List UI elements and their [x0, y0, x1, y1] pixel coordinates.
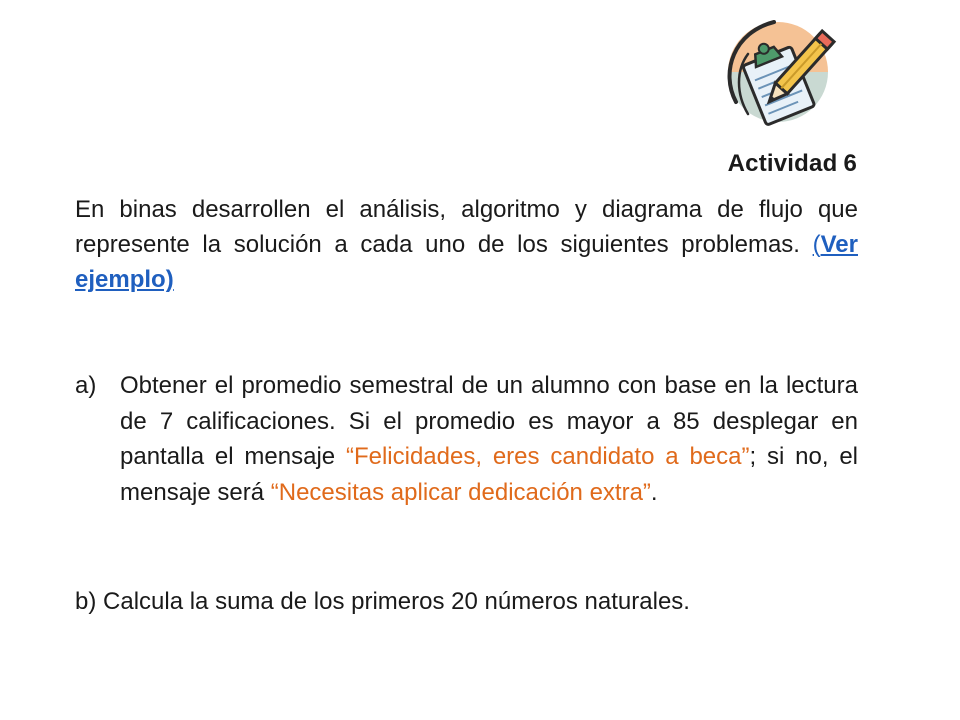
- problem-a-quote-2: “Necesitas aplicar dedicación extra”: [270, 478, 651, 506]
- problem-a-text: [120, 368, 858, 510]
- example-link[interactable]: Ver ejemplo): [75, 231, 858, 293]
- activity-number: 6: [843, 150, 857, 177]
- example-link-open-paren: (: [812, 231, 821, 258]
- problem-a-marker: a): [75, 372, 97, 399]
- problem-a-text-1: Obtener el promedio semestral de un alumno con base en la lectura de 7 calificaciones. Si el promedio es mayor a 85 desplegar en pantalla el mensaje: [120, 372, 858, 470]
- problem-a-quote-1: “Felicidades, eres candidato a beca”: [345, 443, 750, 470]
- activity-title: [728, 150, 857, 178]
- problem-a: [75, 368, 858, 510]
- problem-a-text-3: .: [650, 478, 658, 506]
- problem-b: b) Calcula la suma de los primeros 20 números naturales.: [75, 588, 690, 615]
- notepad-pencil-icon: [718, 14, 838, 134]
- intro-text: En binas desarrollen el análisis, algoritmo y diagrama de flujo que represente la solución a cada uno de los siguientes problemas.: [75, 196, 858, 258]
- intro-paragraph: [75, 192, 858, 297]
- activity-label: Actividad: [727, 150, 838, 177]
- problem-a-text-2: ; si no, el mensaje será: [120, 443, 859, 506]
